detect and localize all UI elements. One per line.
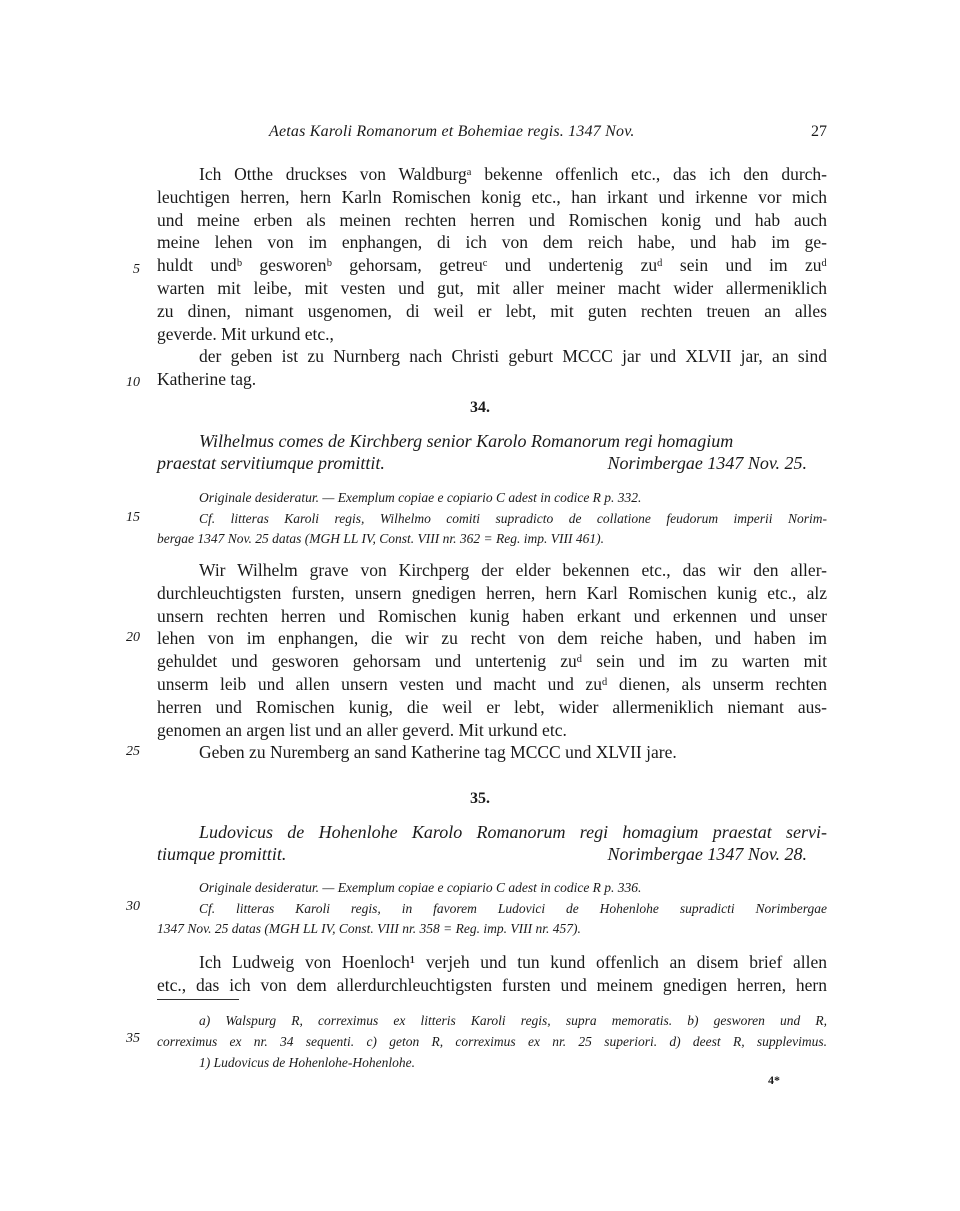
text-line: geverde. Mit urkund etc., <box>157 323 334 344</box>
note-line: Originale desideratur. — Exemplum copiae e copiario C adest in codice R p. 332. <box>199 490 642 505</box>
document-34-text <box>157 559 827 764</box>
text-line: zu dinen, nimant usgenomen, di weil er lebt, mit guten rechten treuen an alles <box>157 300 827 321</box>
footnote-line: 1) Ludovicus de Hohenlohe-Hohenlohe. <box>199 1055 415 1070</box>
text-line: huldt undᵇ gesworenᵇ gehorsam, getreuᶜ und undertenig zuᵈ sein und im zuᵈ <box>157 255 827 276</box>
regest-35 <box>157 821 827 865</box>
signature-mark: 4* <box>768 1073 780 1087</box>
text-line: und meine erben als meinen rechten herren und Romischen konig und hab auch <box>157 209 827 230</box>
text-line: Katherine tag. <box>157 369 257 390</box>
note-line: 1347 Nov. 25 datas (MGH LL IV, Const. VIII nr. 358 = Reg. imp. VIII nr. 457). <box>157 921 581 936</box>
regest-line-end: praestat servitiumque promittit. <box>157 453 385 473</box>
regest-line: Wilhelmus comes de Kirchberg senior Karolo Romanorum regi homagium <box>199 431 734 451</box>
prev-document-text <box>157 163 827 391</box>
footnote-line: a) Walspurg R, correximus ex litteris Karoli regis, supra memoratis. b) gesworen und R, <box>199 1013 827 1028</box>
footnote-rule <box>157 999 239 1000</box>
document-number-35: 35. <box>470 790 490 807</box>
place-date: Norimbergae 1347 Nov. 25. <box>607 453 807 473</box>
text-line: der geben ist zu Nurnberg nach Christi geburt MCCC jar und XLVII jar, an sind <box>199 346 827 367</box>
regest-line: Ludovicus de Hohenlohe Karolo Romanorum regi homagium praestat servi- <box>199 822 827 842</box>
regest-34 <box>157 430 827 474</box>
running-title: Aetas Karoli Romanorum et Bohemiae regis. 1347 Nov. <box>269 123 635 140</box>
text-line: gehuldet und gesworen gehorsam und untertenig zuᵈ sein und im zu warten mit <box>157 651 827 672</box>
place-date: Norimbergae 1347 Nov. 28. <box>607 844 807 864</box>
line-number: 35 <box>126 1031 140 1046</box>
regest-line <box>157 843 827 865</box>
text-line: herren und Romischen kunig, die weil er lebt, wider allermeniklich niemant aus- <box>157 696 827 717</box>
line-number: 15 <box>126 510 140 525</box>
text-line: meine lehen von im enphangen, di ich von dem reich habe, und hab im ge- <box>157 232 827 253</box>
text-line: etc., das ich von dem allerdurchleuchtigsten fursten und meinem gnedigen herren, hern <box>157 974 827 995</box>
note-line: Cf. litteras Karoli regis, Wilhelmo comiti supradicto de collatione feudorum imperii Norim- <box>199 510 827 526</box>
text-line: Geben zu Nuremberg an sand Katherine tag MCCC und XLVII jare. <box>199 742 677 763</box>
text-line: genomen an argen list und an aller geverd. Mit urkund etc. <box>157 719 567 740</box>
document-35-text <box>157 951 827 997</box>
text-line: durchleuchtigsten fursten, unsern gnedigen herren, hern Karl Romischen kunig etc., alz <box>157 582 827 603</box>
text-line: warten mit leibe, mit vesten und gut, mit aller meiner macht wider allermeniklich <box>157 277 827 298</box>
note-line: Cf. litteras Karoli regis, in favorem Ludovici de Hohenlohe supradicti Norimbergae <box>199 900 827 916</box>
running-header <box>157 123 827 145</box>
line-number: 20 <box>126 630 140 645</box>
source-notes-34 <box>157 488 827 550</box>
text-line: lehen von im enphangen, die wir zu recht von dem reiche haben, und haben im <box>157 628 827 649</box>
text-line: Ich Otthe druckses von Waldburgᵃ bekenne offenlich etc., das ich den durch- <box>199 164 827 184</box>
regest-line <box>157 452 827 474</box>
text-line: unsern rechten herren und Romischen kunig haben erkant und erkennen und unser <box>157 605 827 626</box>
line-number: 25 <box>126 744 140 759</box>
line-number: 5 <box>133 262 140 277</box>
line-number: 10 <box>126 375 140 390</box>
footnote-line: correximus ex nr. 34 sequenti. c) geton R, correximus ex nr. 25 superiori. d) deest R, supplevimus. <box>157 1034 827 1049</box>
document-number-34: 34. <box>470 399 490 416</box>
source-notes-35 <box>157 878 827 940</box>
line-number: 30 <box>126 899 140 914</box>
note-line: bergae 1347 Nov. 25 datas (MGH LL IV, Const. VIII nr. 362 = Reg. imp. VIII 461). <box>157 531 604 546</box>
text-line: Ich Ludweig von Hoenloch¹ verjeh und tun kund offenlich an disem brief allen <box>199 952 827 972</box>
text-line: unserm leib und allen unsern vesten und macht und zuᵈ dienen, als unserm rechten <box>157 673 827 694</box>
page-number: 27 <box>811 123 827 140</box>
footnotes <box>157 1010 827 1073</box>
note-line: Originale desideratur. — Exemplum copiae e copiario C adest in codice R p. 336. <box>199 880 642 895</box>
text-line: Wir Wilhelm grave von Kirchperg der elder bekennen etc., das wir den aller- <box>199 560 827 580</box>
text-line: leuchtigen herren, hern Karln Romischen konig etc., han irkant und irkenne vor mich <box>157 186 827 207</box>
regest-line-end: tiumque promittit. <box>157 844 287 864</box>
